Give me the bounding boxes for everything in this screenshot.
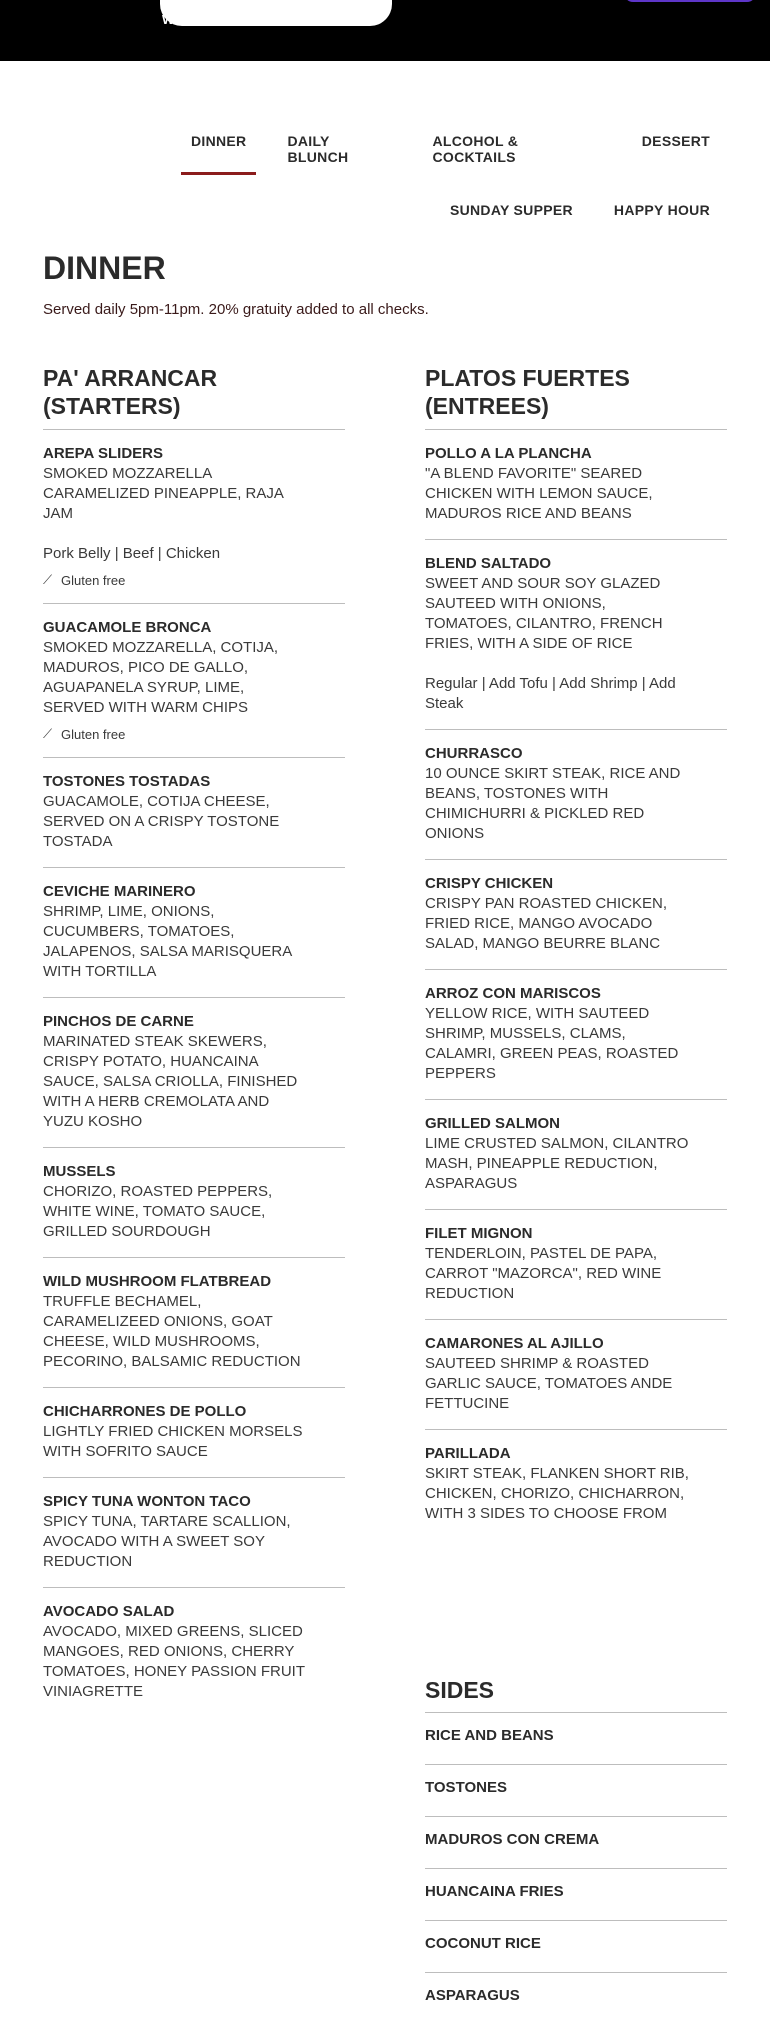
menu-item	[43, 1148, 345, 1258]
menu-item-description: AVOCADO, MIXED GREENS, SLICED MANGOES, RED ONIONS, CHERRY TOMATOES, HONEY PASSION FRUIT VINIAGRETTE	[43, 1623, 305, 1700]
menu-item-options: Regular | Add Tofu | Add Shrimp | Add Steak	[425, 675, 676, 712]
menu-item	[425, 1210, 727, 1320]
gluten-free-icon	[43, 575, 55, 587]
menu-item-name: BLEND SALTADO	[425, 555, 552, 572]
menu-item-name: CEVICHE MARINERO	[43, 883, 196, 900]
menu-item-description: SMOKED MOZZARELLA, COTIJA, MADUROS, PICO DE GALLO, AGUAPANELA SYRUP, LIME, SERVED WITH WARM CHIPS	[43, 639, 279, 716]
dietary-tag	[43, 573, 345, 588]
menu-item-name: FILET MIGNON	[425, 1225, 533, 1242]
menu-item	[43, 430, 345, 604]
menu-item	[425, 860, 727, 970]
menu-item-description: "A BLEND FAVORITE" SEARED CHICKEN WITH LEMON SAUCE, MADUROS RICE AND BEANS	[425, 465, 653, 522]
menu-item	[43, 1588, 345, 1717]
dietary-tag-label: Gluten free	[61, 727, 126, 742]
section-title-starters: PA' ARRANCAR (STARTERS)	[43, 364, 345, 430]
menu-item-description: 10 OUNCE SKIRT STEAK, RICE AND BEANS, TOSTONES WITH CHIMICHURRI & PICKLED RED ONIONS	[425, 765, 681, 842]
entrees-section	[425, 364, 727, 1539]
menu-item-description: SWEET AND SOUR SOY GLAZED SAUTEED WITH ONIONS, TOMATOES, CILANTRO, FRENCH FRIES, WITH A SIDE OF RICE	[425, 575, 663, 652]
menu-item-description: SHRIMP, LIME, ONIONS, CUCUMBERS, TOMATOES, JALAPENOS, SALSA MARISQUERA WITH TORTILLA	[43, 903, 292, 980]
logo-location: WILLIAMSBURG	[162, 12, 337, 27]
menu-item-description: YELLOW RICE, WITH SAUTEED SHRIMP, MUSSELS, CLAMS, CALAMRI, GREEN PEAS, ROASTED PEPPERS	[425, 1005, 679, 1082]
menu-item-name: SPICY TUNA WONTON TACO	[43, 1493, 251, 1510]
tab-happy-hour[interactable]: HAPPY HOUR	[613, 202, 710, 218]
dietary-tag	[43, 727, 345, 742]
menu-item-description: TENDERLOIN, PASTEL DE PAPA, CARROT "MAZORCA", RED WINE REDUCTION	[425, 1245, 662, 1302]
menu-item-description: MARINATED STEAK SKEWERS, CRISPY POTATO, HUANCAINA SAUCE, SALSA CRIOLLA, FINISHED WITH A HERB CREMOLATA AND YUZU KOSHO	[43, 1033, 298, 1130]
menu-item-name: ARROZ CON MARISCOS	[425, 985, 601, 1002]
section-title-entrees: PLATOS FUERTES (ENTREES)	[425, 364, 727, 430]
menu-item	[43, 998, 345, 1148]
menu-item	[43, 758, 345, 868]
menu-item-name: CHURRASCO	[425, 745, 523, 762]
header-cta-button[interactable]	[624, 0, 756, 2]
menu-item-name: WILD MUSHROOM FLATBREAD	[43, 1273, 272, 1290]
menu-item-name: GUACAMOLE BRONCA	[43, 619, 212, 636]
menu-tabs-row-2	[160, 197, 720, 228]
menu-tabs-row-1	[160, 128, 720, 175]
menu-item-name: POLLO A LA PLANCHA	[425, 445, 592, 462]
menu-item	[425, 430, 727, 540]
section-title-sides: SIDES	[425, 1677, 495, 1703]
tab-alcohol-cocktails[interactable]: ALCOHOL & COCKTAILS	[432, 133, 519, 165]
side-item: COCONUT RICE	[425, 1920, 727, 1972]
tab-sunday-supper[interactable]: SUNDAY SUPPER	[449, 202, 573, 218]
page-title: DINNER	[43, 250, 166, 286]
menu-item-description: TRUFFLE BECHAMEL, CARAMELIZEED ONIONS, GOAT CHEESE, WILD MUSHROOMS, PECORINO, BALSAMIC REDUCTION	[43, 1293, 301, 1370]
menu-item-name: AVOCADO SALAD	[43, 1603, 175, 1620]
tab-daily-blunch[interactable]: DAILY BLUNCH	[287, 133, 349, 165]
menu-item	[43, 1258, 345, 1388]
menu-item	[43, 1388, 345, 1478]
menu-item	[425, 540, 727, 730]
sides-section	[425, 1676, 727, 2024]
side-item: TOSTONES	[425, 1764, 727, 1816]
starters-section	[43, 364, 345, 1717]
menu-item-name: CHICHARRONES DE POLLO	[43, 1403, 247, 1420]
menu-item-name: MUSSELS	[43, 1163, 116, 1180]
entrees-list	[425, 430, 727, 1539]
sides-list	[425, 1712, 727, 2024]
tab-dinner[interactable]: DINNER	[181, 128, 256, 175]
menu-item-name: TOSTONES TOSTADAS	[43, 773, 211, 790]
dietary-tag-label: Gluten free	[61, 573, 126, 588]
menu-item-description: CRISPY PAN ROASTED CHICKEN, FRIED RICE, MANGO AVOCADO SALAD, MANGO BEURRE BLANC	[425, 895, 667, 952]
menu-item-description: CHORIZO, ROASTED PEPPERS, WHITE WINE, TOMATO SAUCE, GRILLED SOURDOUGH	[43, 1183, 273, 1240]
side-item: MADUROS CON CREMA	[425, 1816, 727, 1868]
menu-item-name: AREPA SLIDERS	[43, 445, 164, 462]
menu-item-name: PARILLADA	[425, 1445, 511, 1462]
menu-item-name: CRISPY CHICKEN	[425, 875, 554, 892]
menu-item	[43, 1478, 345, 1588]
menu-item-options: Pork Belly | Beef | Chicken	[43, 545, 221, 562]
gluten-free-icon	[43, 729, 55, 741]
menu-item-description: GUACAMOLE, COTIJA CHEESE, SERVED ON A CRISPY TOSTONE TOSTADA	[43, 793, 280, 850]
side-item: RICE AND BEANS	[425, 1712, 727, 1764]
menu-item	[425, 1100, 727, 1210]
side-item: HUANCAINA FRIES	[425, 1868, 727, 1920]
menu-item-name: CAMARONES AL AJILLO	[425, 1335, 604, 1352]
menu-item-name: GRILLED SALMON	[425, 1115, 560, 1132]
menu-item	[43, 604, 345, 758]
starters-list	[43, 430, 345, 1717]
menu-tabs	[160, 128, 720, 228]
menu-item-description: LIGHTLY FRIED CHICKEN MORSELS WITH SOFRITO SAUCE	[43, 1423, 303, 1460]
menu-item-description: LIME CRUSTED SALMON, CILANTRO MASH, PINEAPPLE REDUCTION, ASPARAGUS	[425, 1135, 689, 1192]
menu-item	[425, 970, 727, 1100]
site-header	[0, 0, 770, 61]
menu-item	[425, 730, 727, 860]
menu-item-name: PINCHOS DE CARNE	[43, 1013, 194, 1030]
menu-item	[425, 1320, 727, 1430]
menu-item	[425, 1430, 727, 1539]
menu-item	[43, 868, 345, 998]
menu-item-description: SAUTEED SHRIMP & ROASTED GARLIC SAUCE, TOMATOES ANDE FETTUCINE	[425, 1355, 673, 1412]
menu-item-description: SMOKED MOZZARELLA CARAMELIZED PINEAPPLE, RAJA JAM	[43, 465, 284, 522]
side-item: ASPARAGUS	[425, 1972, 727, 2024]
page-subtitle: Served daily 5pm-11pm. 20% gratuity added to all checks.	[43, 301, 429, 318]
menu-item-description: SKIRT STEAK, FLANKEN SHORT RIB, CHICKEN, CHORIZO, CHICHARRON, WITH 3 SIDES TO CHOOSE FROM	[425, 1465, 689, 1522]
tab-dessert[interactable]: DESSERT	[641, 133, 710, 149]
menu-item-description: SPICY TUNA, TARTARE SCALLION, AVOCADO WITH A SWEET SOY REDUCTION	[43, 1513, 291, 1570]
